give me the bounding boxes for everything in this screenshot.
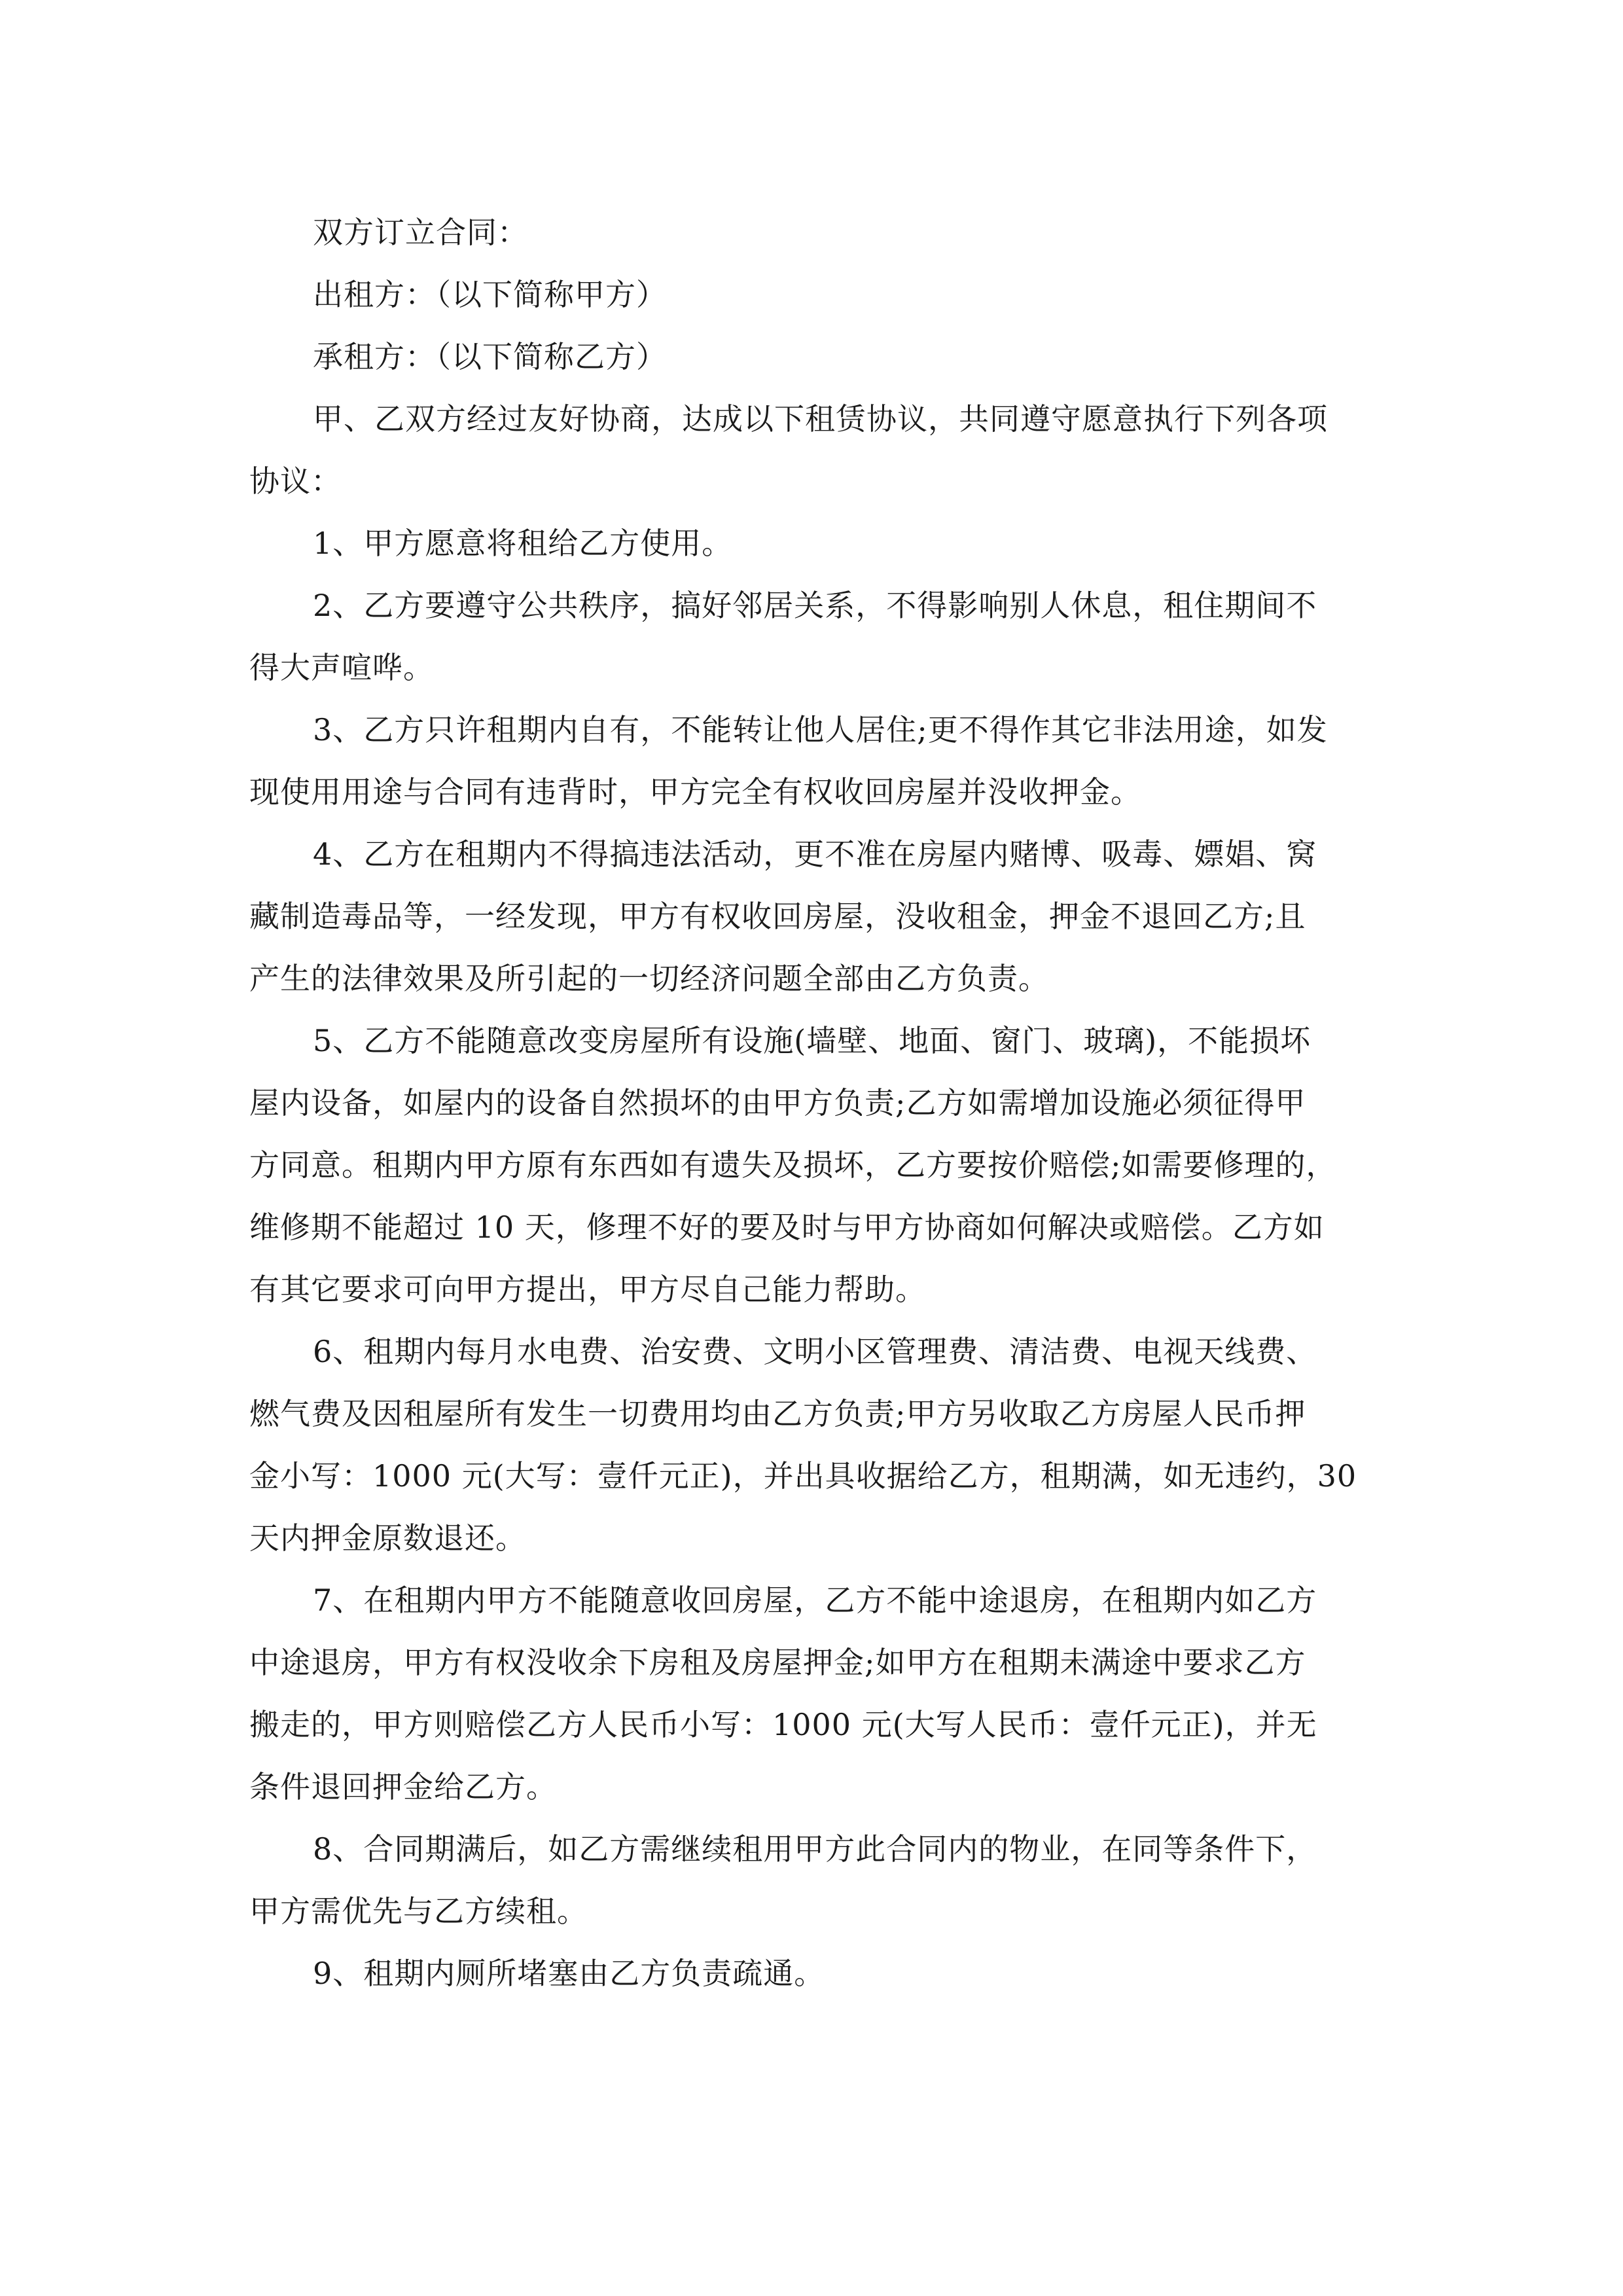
text-line: 维修期不能超过 10 天，修理不好的要及时与甲方协商如何解决或赔偿。乙方如 [249,1210,1325,1245]
text-line: 天内押金原数退还。 [249,1520,526,1556]
text-line: 藏制造毒品等，一经发现，甲方有权收回房屋，没收租金，押金不退回乙方;且 [249,899,1306,934]
text-line: 双方订立合同： [313,215,528,250]
text-line: 甲、乙双方经过友好协商，达成以下租赁协议，共同遵守愿意执行下列各项 [313,401,1328,437]
text-line: 搬走的，甲方则赔偿乙方人民币小写：1000 元(大写人民币：壹仟元正)，并无 [249,1707,1317,1742]
text-line: 4、乙方在租期内不得搞违法活动，更不准在房屋内赌博、吸毒、嫖娼、窝 [313,836,1317,872]
text-line: 8、合同期满后，如乙方需继续租用甲方此合同内的物业，在同等条件下， [313,1831,1317,1867]
text-line: 6、租期内每月水电费、治安费、文明小区管理费、清洁费、电视天线费、 [313,1334,1317,1369]
text-line: 9、租期内厕所堵塞由乙方负责疏通。 [313,1956,825,1991]
text-line: 5、乙方不能随意改变房屋所有设施(墙壁、地面、窗门、玻璃)，不能损坏 [313,1023,1311,1058]
text-line: 承租方：（以下简称乙方） [313,339,667,374]
text-line: 得大声喧哗。 [249,650,434,685]
text-line: 中途退房，甲方有权没收余下房租及房屋押金;如甲方在租期未满途中要求乙方 [249,1645,1306,1680]
text-line: 条件退回押金给乙方。 [249,1769,557,1804]
text-line: 甲方需优先与乙方续租。 [249,1893,588,1929]
text-line: 现使用用途与合同有违背时，甲方完全有权收回房屋并没收押金。 [249,774,1141,810]
text-line: 方同意。租期内甲方原有东西如有遗失及损坏，乙方要按价赔偿;如需要修理的， [249,1147,1337,1183]
text-line: 1、甲方愿意将租给乙方使用。 [313,526,733,561]
text-line: 协议： [249,463,342,499]
text-line: 出租方：（以下简称甲方） [313,277,667,312]
text-line: 燃气费及因租屋所有发生一切费用均由乙方负责;甲方另收取乙方房屋人民币押 [249,1396,1306,1431]
text-line: 2、乙方要遵守公共秩序，搞好邻居关系，不得影响别人休息，租住期间不 [313,588,1317,623]
text-line: 金小写：1000 元(大写：壹仟元正)，并出具收据给乙方，租期满，如无违约，30 [249,1458,1357,1494]
text-line: 屋内设备，如屋内的设备自然损坏的由甲方负责;乙方如需增加设施必须征得甲 [249,1085,1306,1121]
text-line: 有其它要求可向甲方提出，甲方尽自己能力帮助。 [249,1272,926,1307]
text-line: 产生的法律效果及所引起的一切经济问题全部由乙方负责。 [249,961,1049,996]
text-line: 3、乙方只许租期内自有，不能转让他人居住;更不得作其它非法用途，如发 [313,712,1328,747]
text-line: 7、在租期内甲方不能随意收回房屋，乙方不能中途退房，在租期内如乙方 [313,1583,1317,1618]
